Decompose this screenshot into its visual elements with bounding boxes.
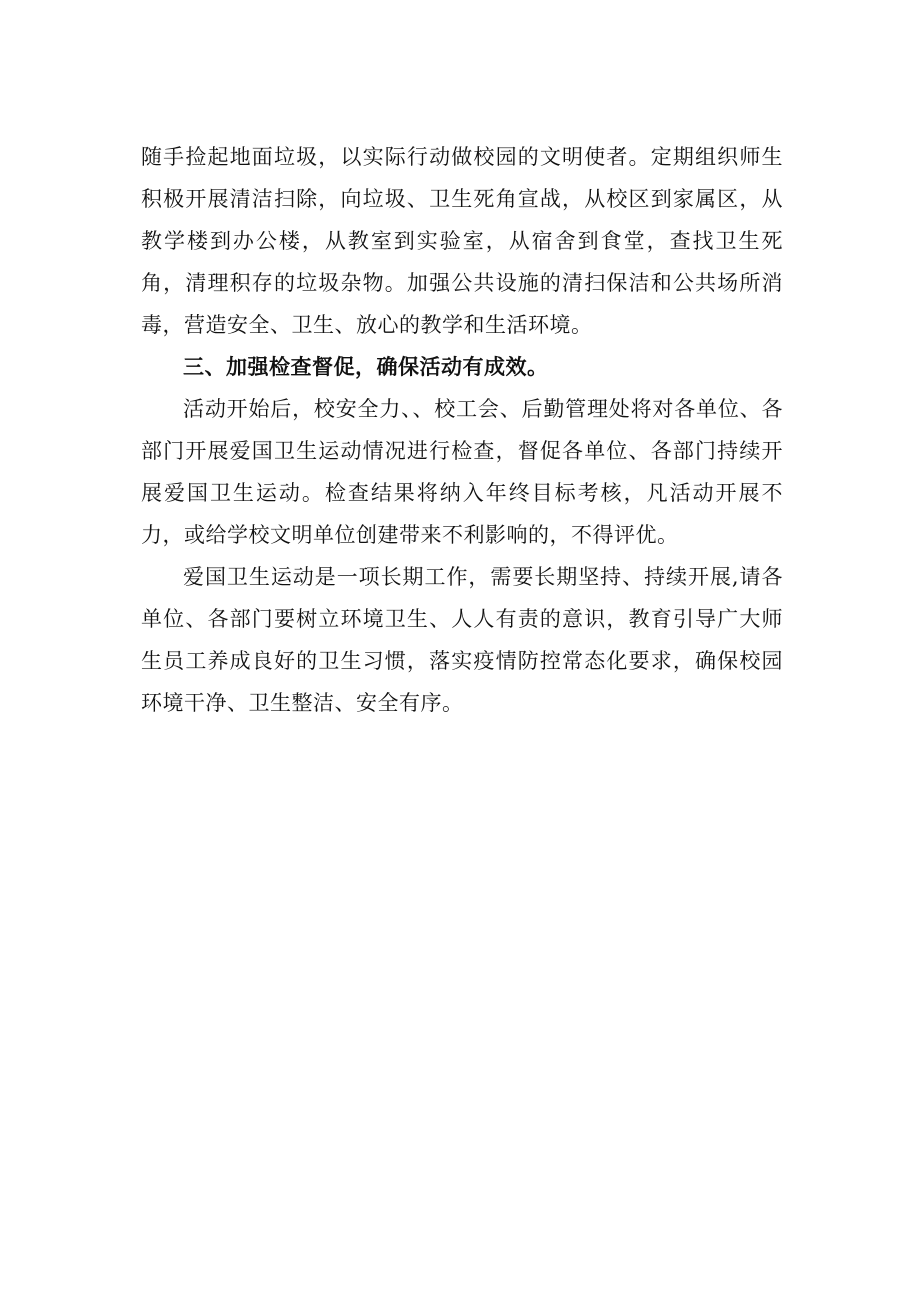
paragraph-continuation: 随手捡起地面垃圾，以实际行动做校园的文明使者。定期组织师生积极开展清洁扫除，向垃圾、卫生死角宣战，从校区到家属区，从教学楼到办公楼，从教室到实验室，从宿舍到食堂，查找卫生死角，清理积存的垃圾杂物。加强公共设施的清扫保洁和公共场所消毒，营造安全、卫生、放心的教学和生活环境。 [141,145,783,337]
paragraph-conclusion: 爱国卫生运动是一项长期工作，需要长期坚持、持续开展,请各单位、各部门要树立环境卫生、人人有责的意识，教育引导广大师生员工养成良好的卫生习惯，落实疫情防控常态化要求，确保校园环境干净、卫生整洁、安全有序。 [141,565,783,715]
document-body [141,136,783,724]
section-heading: 三、加强检查督促，确保活动有成效。 [183,355,549,379]
paragraph-inspection: 活动开始后，校安全力、、校工会、后勤管理处将对各单位、各部门开展爱国卫生运动情况进行检查，督促各单位、各部门持续开展爱国卫生运动。检查结果将纳入年终目标考核，凡活动开展不力，或给学校文明单位创建带来不利影响的，不得评优。 [141,397,783,547]
